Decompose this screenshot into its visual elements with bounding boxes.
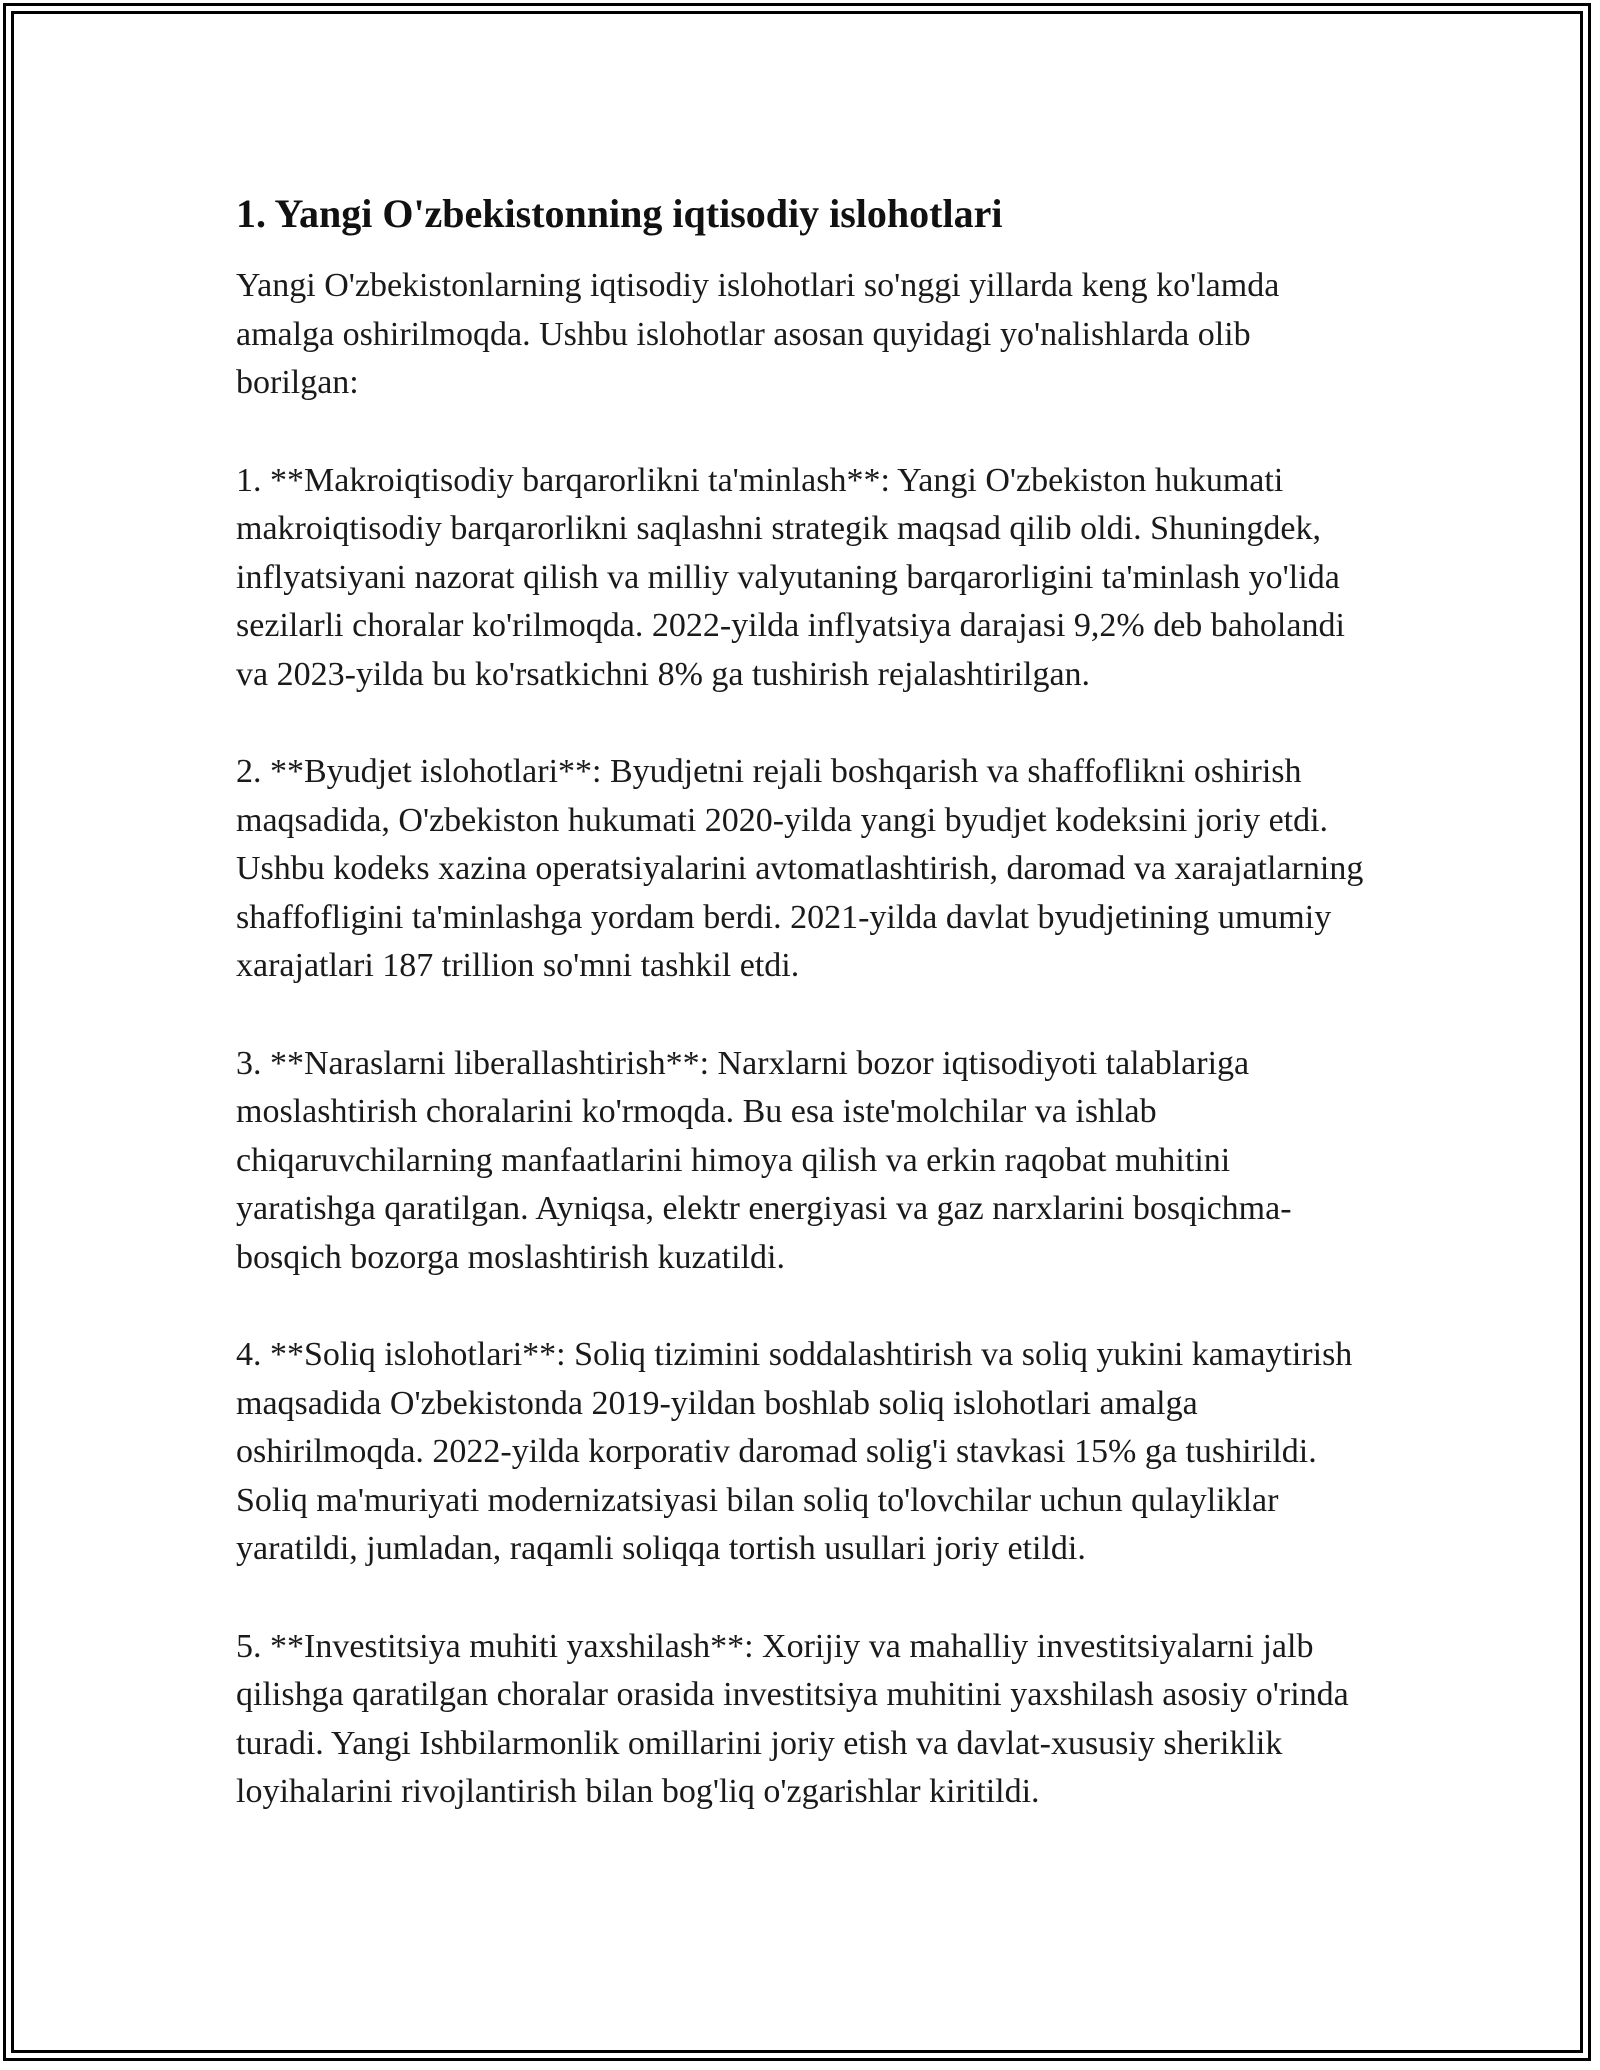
document-body: [236, 186, 1376, 1866]
list-item: 4. **Soliq islohotlari**: Soliq tizimini soddalashtirish va soliq yukini kamaytirish maqsadida O'zbekistonda 2019-yildan boshlab soliq islohotlari amalga oshirilmoqda. 2022-yilda korporativ daromad solig'i stavkasi 15% ga tushirildi. Soliq ma'muriyati modernizatsiyasi bilan soliq to'lovchilar uchun qulayliklar yaratildi, jumladan, raqamli soliqqa tortish usullari joriy etildi.: [236, 1336, 1353, 1567]
list-item: 2. **Byudjet islohotlari**: Byudjetni rejali boshqarish va shaffoflikni oshirish maqsadida, O'zbekiston hukumati 2020-yilda yangi byudjet kodeksini joriy etdi. Ushbu kodeks xazina operatsiyalarini avtomatlashtirish, daromad va xarajatlarning shaffofligini ta'minlashga yordam berdi. 2021-yilda davlat byudjetining umumiy xarajatlari 187 trillion so'mni tashkil etdi.: [236, 753, 1364, 984]
list-item: 5. **Investitsiya muhiti yaxshilash**: Xorijiy va mahalliy investitsiyalarni jalb qilishga qaratilgan choralar orasida investitsiya muhitini yaxshilash asosiy o'rinda turadi. Yangi Ishbilarmonlik omillarini joriy etish va davlat-xususiy sheriklik loyihalarini rivojlantirish bilan bog'liq o'zgarishlar kiritildi.: [236, 1627, 1349, 1810]
list-item: 3. **Naraslarni liberallashtirish**: Narxlarni bozor iqtisodiyoti talablariga moslashtirish choralarini ko'rmoqda. Bu esa iste'molchilar va ishlab chiqaruvchilarning manfaatlarini himoya qilish va erkin raqobat muhitini yaratishga qaratilgan. Ayniqsa, elektr energiyasi va gaz narxlarini bosqichma-bosqich bozorga moslashtirish kuzatildi.: [236, 1044, 1292, 1276]
document-title: 1. Yangi O'zbekistonning iqtisodiy islohotlari: [236, 191, 1003, 236]
intro-paragraph: Yangi O'zbekistonlarning iqtisodiy islohotlari so'nggi yillarda keng ko'lamda amalga oshirilmoqda. Ushbu islohotlar asosan quyidagi yo'nalishlarda olib borilgan:: [236, 267, 1280, 401]
list-item: 1. **Makroiqtisodiy barqarorlikni ta'minlash**: Yangi O'zbekiston hukumati makroiqtisodiy barqarorlikni saqlashni strategik maqsad qilib oldi. Shuningdek, inflyatsiyani nazorat qilish va milliy valyutaning barqarorligini ta'minlash yo'lida sezilarli choralar ko'rilmoqda. 2022-yilda inflyatsiya darajasi 9,2% deb baholandi va 2023-yilda bu ko'rsatkichni 8% ga tushirish rejalashtirilgan.: [236, 461, 1345, 693]
